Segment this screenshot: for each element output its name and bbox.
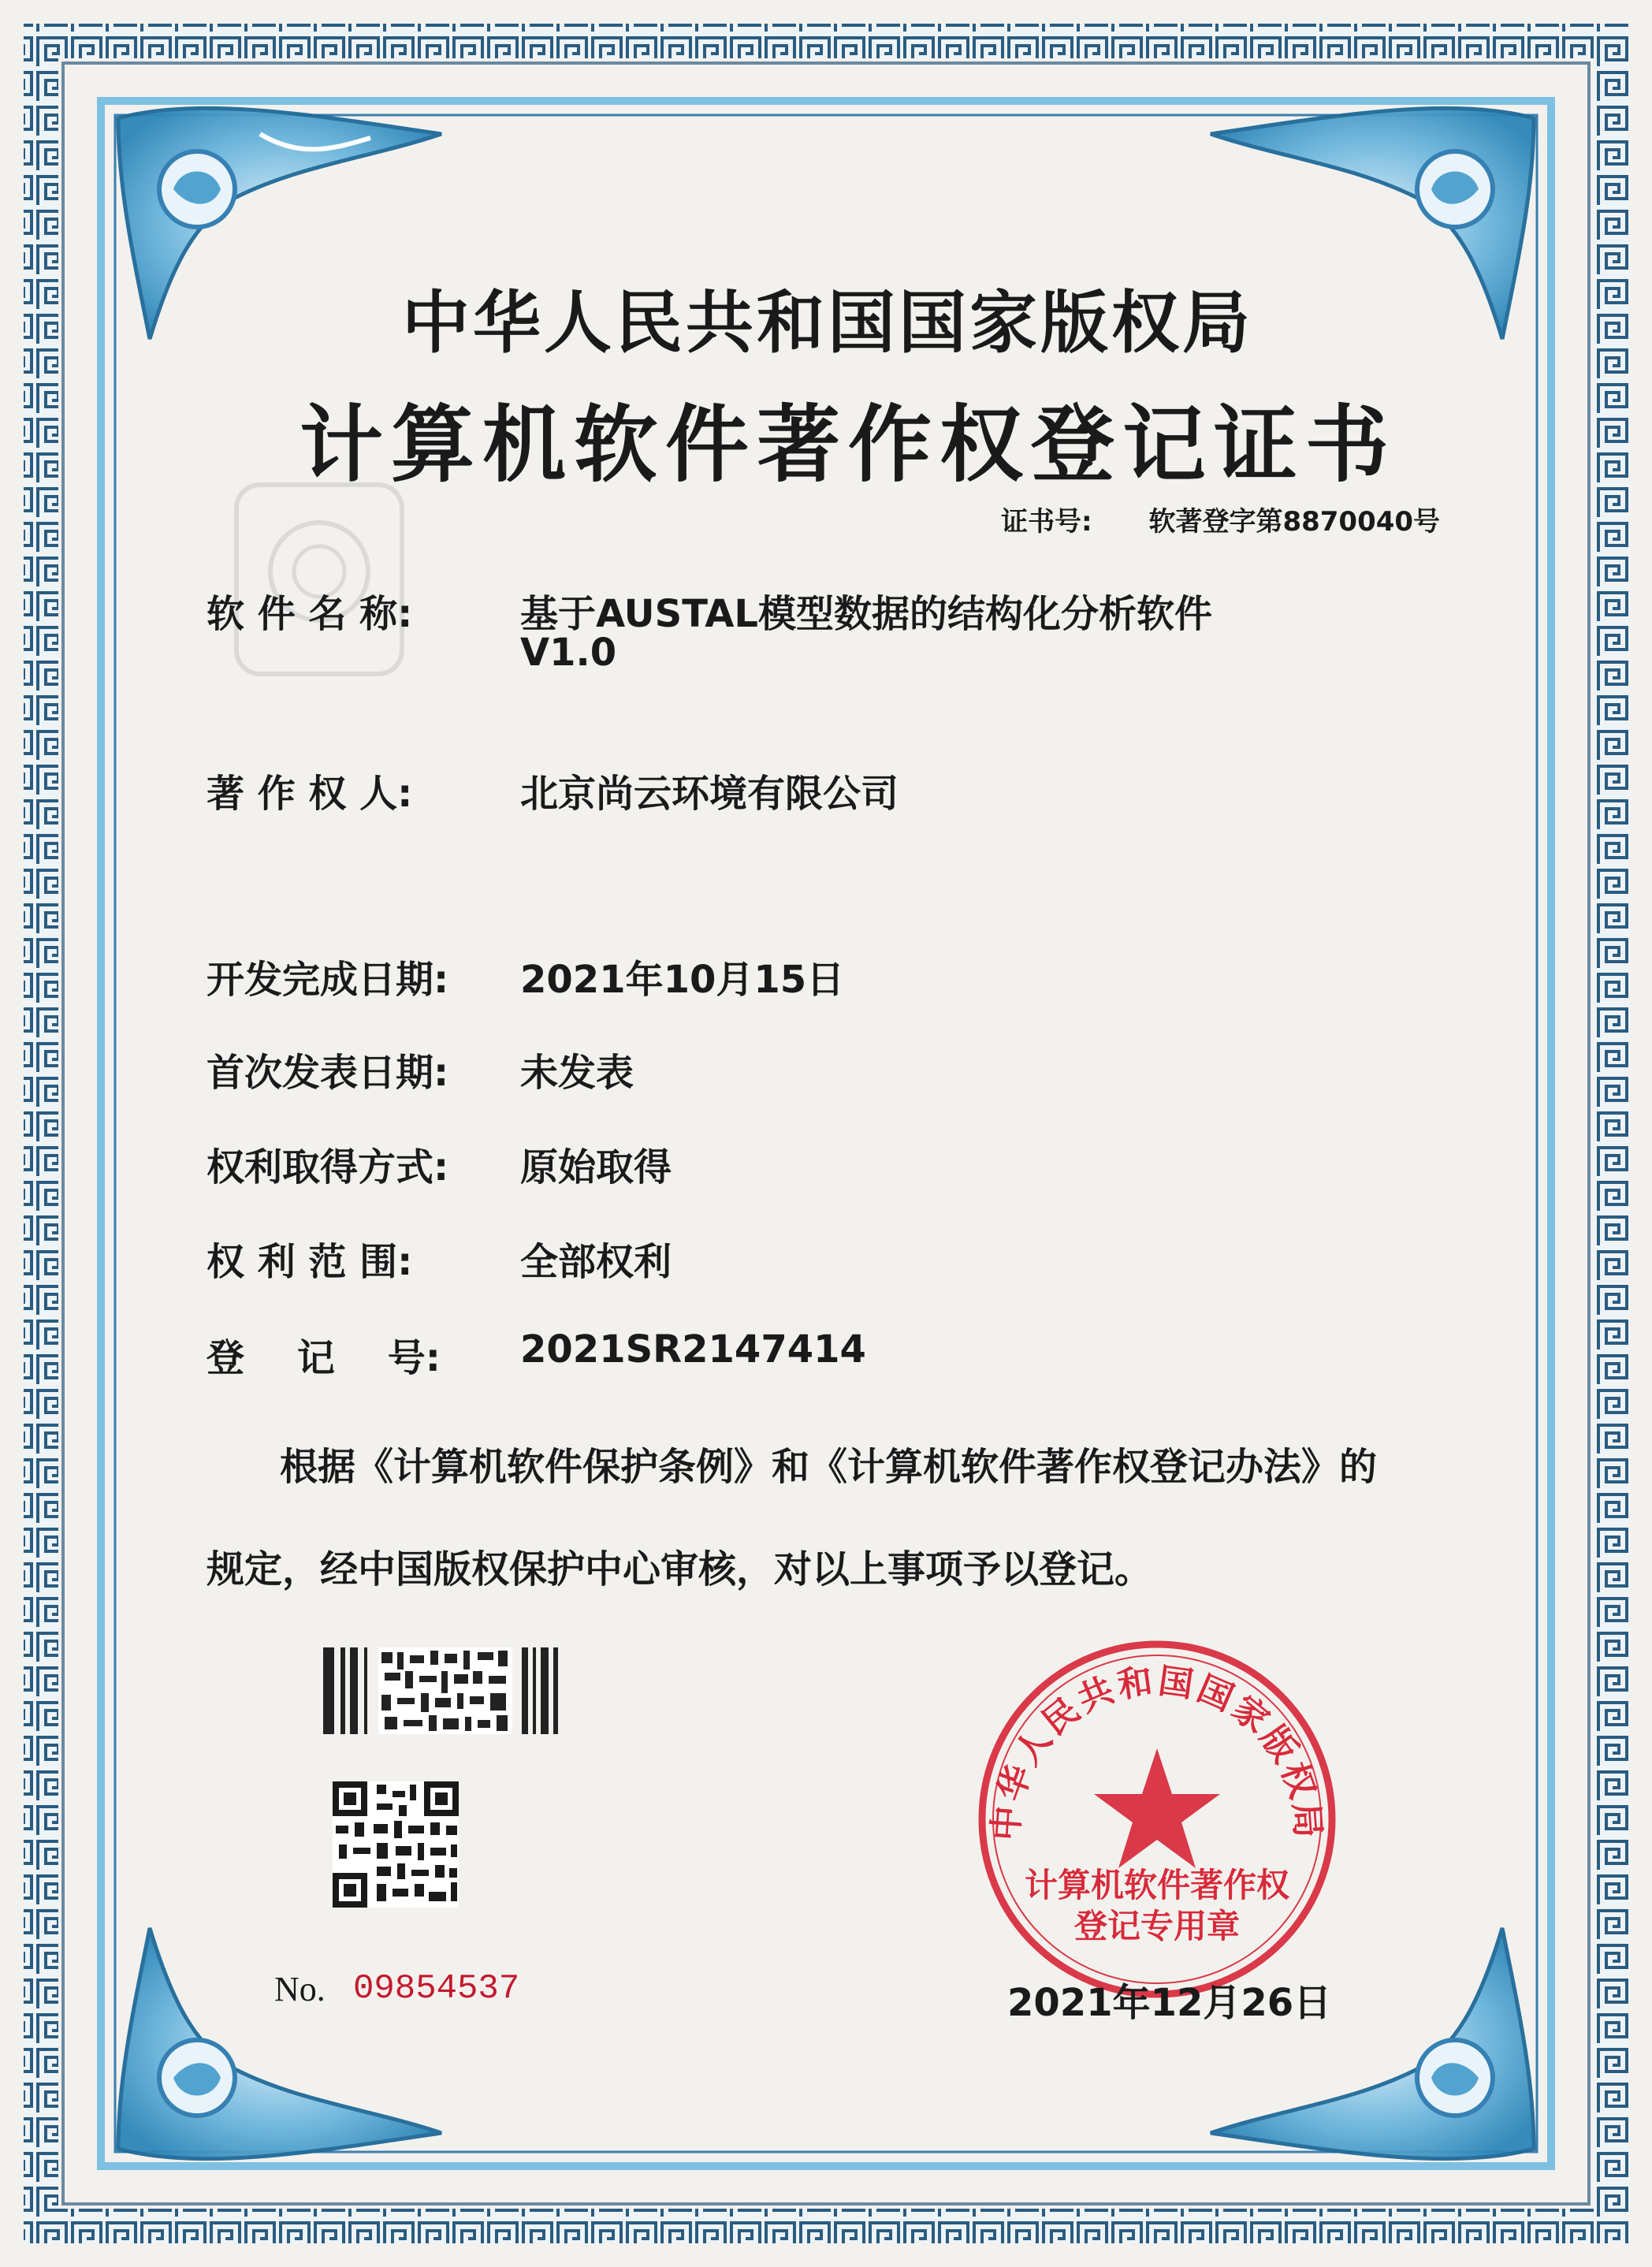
svg-text:中华人民共和国国家版权局 <box>986 1661 1328 1842</box>
field-label-copyright-owner: 著 作 权 人: <box>206 772 413 816</box>
serial-label: No. <box>274 1970 326 2008</box>
field-label-registration-number: 登 记 号: <box>206 1336 441 1380</box>
certificate-number-value: 软著登字第8870040号 <box>1148 506 1441 538</box>
seal-outer-text: 中华人民共和国国家版权局 <box>985 1661 1329 1842</box>
statement-line-1: 根据《计算机软件保护条例》和《计算机软件著作权登记办法》的 <box>280 1445 1378 1489</box>
field-value-rights-scope: 全部权利 <box>520 1240 672 1284</box>
field-label-publication-date: 首次发表日期: <box>206 1051 449 1095</box>
field-value-software-name: 基于AUSTAL模型数据的结构化分析软件 <box>520 592 1212 636</box>
field-label-software-name: 软 件 名 称: <box>206 592 413 636</box>
field-value-acquisition-method: 原始取得 <box>520 1145 672 1189</box>
certificate-number-label: 证书号: <box>1001 506 1092 538</box>
field-label-rights-scope: 权 利 范 围: <box>206 1240 413 1284</box>
statement-line-2: 规定，经中国版权保护中心审核，对以上事项予以登记。 <box>206 1547 1153 1591</box>
field-label-completion-date: 开发完成日期: <box>206 958 449 1002</box>
certificate-title: 计算机软件著作权登记证书 <box>300 396 1397 493</box>
seal-line-1: 计算机软件著作权 <box>1024 1866 1290 1904</box>
field-value-registration-number: 2021SR2147414 <box>520 1327 866 1372</box>
field-label-acquisition-method: 权利取得方式: <box>206 1145 449 1189</box>
seal-line-2: 登记专用章 <box>1073 1907 1241 1945</box>
certificate-number <box>1001 500 1440 538</box>
issuer-name: 中华人民共和国国家版权局 <box>402 284 1253 363</box>
serial-number: 09854537 <box>353 1969 520 2008</box>
field-value-completion-date: 2021年10月15日 <box>520 958 845 1002</box>
field-value-publication-date: 未发表 <box>520 1051 634 1095</box>
issue-date: 2021年12月26日 <box>1007 1981 1332 2025</box>
field-value-software-version: V1.0 <box>520 631 617 675</box>
field-value-copyright-owner: 北京尚云环境有限公司 <box>520 772 899 816</box>
